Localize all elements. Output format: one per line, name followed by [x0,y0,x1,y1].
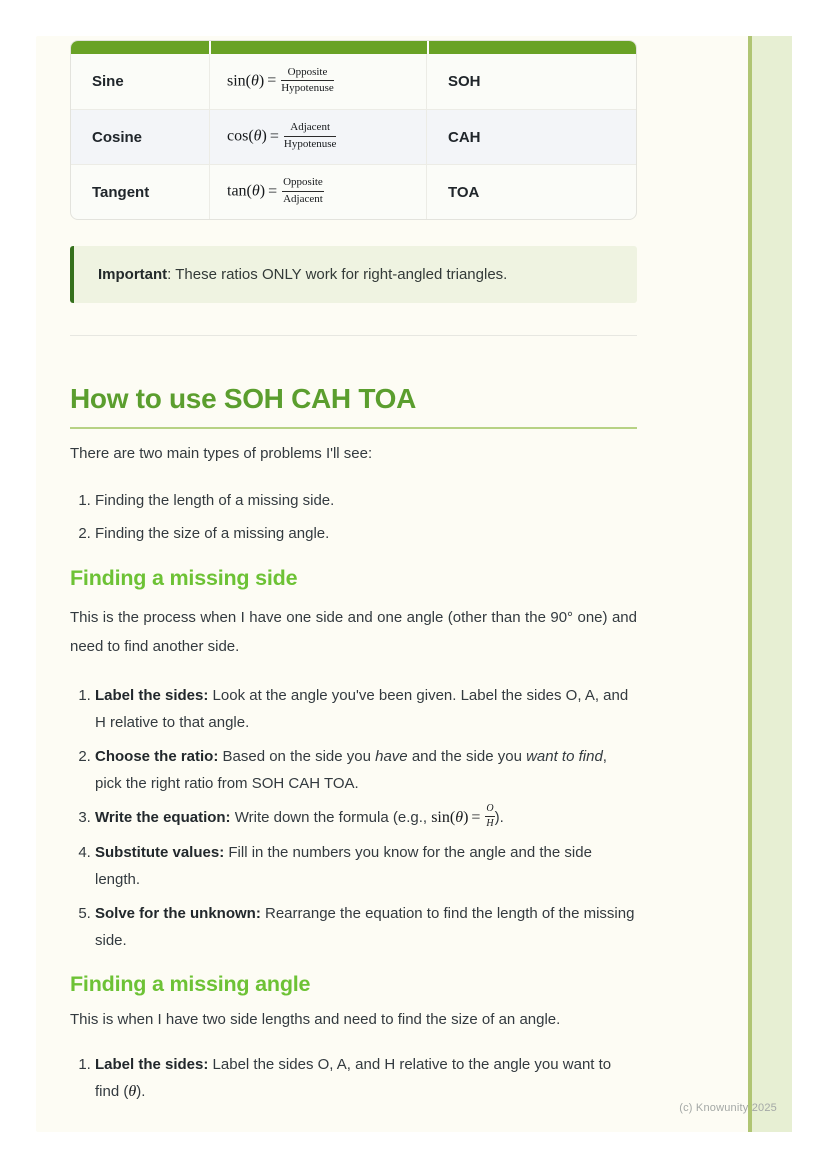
table-row-cosine [71,109,636,164]
ratio-name: Sine [92,73,124,90]
callout-label: Important [98,266,168,283]
list-item: 2. Choose the ratio: Based on the side you have and the side you want to find, pick the right ratio from SOH CAH TOA. [95,743,637,797]
ratio-mnemonic: SOH [448,73,481,90]
section-title: How to use SOH CAH TOA [70,383,417,414]
list-item: 1. Label the sides: Look at the angle you've been given. Label the sides O, A, and H relative to that angle. [95,682,637,736]
missing-angle-steps-list [70,1051,637,1105]
ratio-mnemonic: TOA [448,183,480,201]
ratio-formula: tan(θ) = $\frac{\text{Opposite}}{\text{Adjacent}}$ [209,165,427,219]
table-header-cell [71,41,209,54]
table-header-row [71,41,636,54]
list-item: 4. Substitute values: Fill in the numbers you know for the angle and the side length. [95,839,637,893]
document-page [36,36,792,1132]
ratio-name: Tangent [92,183,150,201]
ratio-formula: sin(θ) = $\frac{\text{Opposite}}{\text{Hypotenuse}}$ [209,54,427,109]
missing-side-steps-list [70,682,637,954]
table-row-tangent [71,164,636,219]
subsection-title-missing-side: Finding a missing side [70,566,298,590]
important-callout [70,246,637,303]
table-row-sine [71,54,636,109]
ratio-name: Cosine [92,128,143,146]
callout-text: : These ratios ONLY work for right-angled triangles. [167,266,508,283]
inline-formula: sin(θ) = $\frac{O}{H}$ [431,802,494,829]
missing-angle-intro: This is when I have two side lengths and need to find the size of an angle. [70,1010,561,1028]
section-title-underline [70,427,637,429]
section-divider [70,335,637,336]
problem-types-list [70,487,637,547]
list-item: 1. Label the sides: Label the sides O, A, and H relative to the angle you want to find (θ). [95,1051,637,1105]
table-header-cell [211,41,427,54]
list-item: 1. Finding the length of a missing side. [95,487,637,514]
page-edge-strip [748,36,792,1132]
list-item: 5. Solve for the unknown: Rearrange the equation to find the length of the missing side. [95,900,637,954]
list-item: 2. Finding the size of a missing angle. [95,520,637,547]
section-intro: There are two main types of problems I'll see: [70,445,373,462]
page-content [70,40,637,1105]
missing-side-intro: This is the process when I have one side and one angle (other than the 90° one) and need to find another side. [70,609,637,655]
theta-symbol: θ [128,1082,137,1100]
ratio-formula: cos(θ) = $\frac{\text{Adjacent}}{\text{Hypotenuse}}$ [209,110,427,164]
list-item: 3. Write the equation: Write down the formula (e.g., sin(θ) = $\frac{O}{H}$ ). [95,804,637,832]
table-header-cell [429,41,636,54]
ratio-mnemonic: CAH [448,128,481,146]
trig-ratio-table [70,40,637,220]
copyright-footer: (c) Knowunity 2025 [679,1102,777,1114]
subsection-title-missing-angle: Finding a missing angle [70,971,311,996]
